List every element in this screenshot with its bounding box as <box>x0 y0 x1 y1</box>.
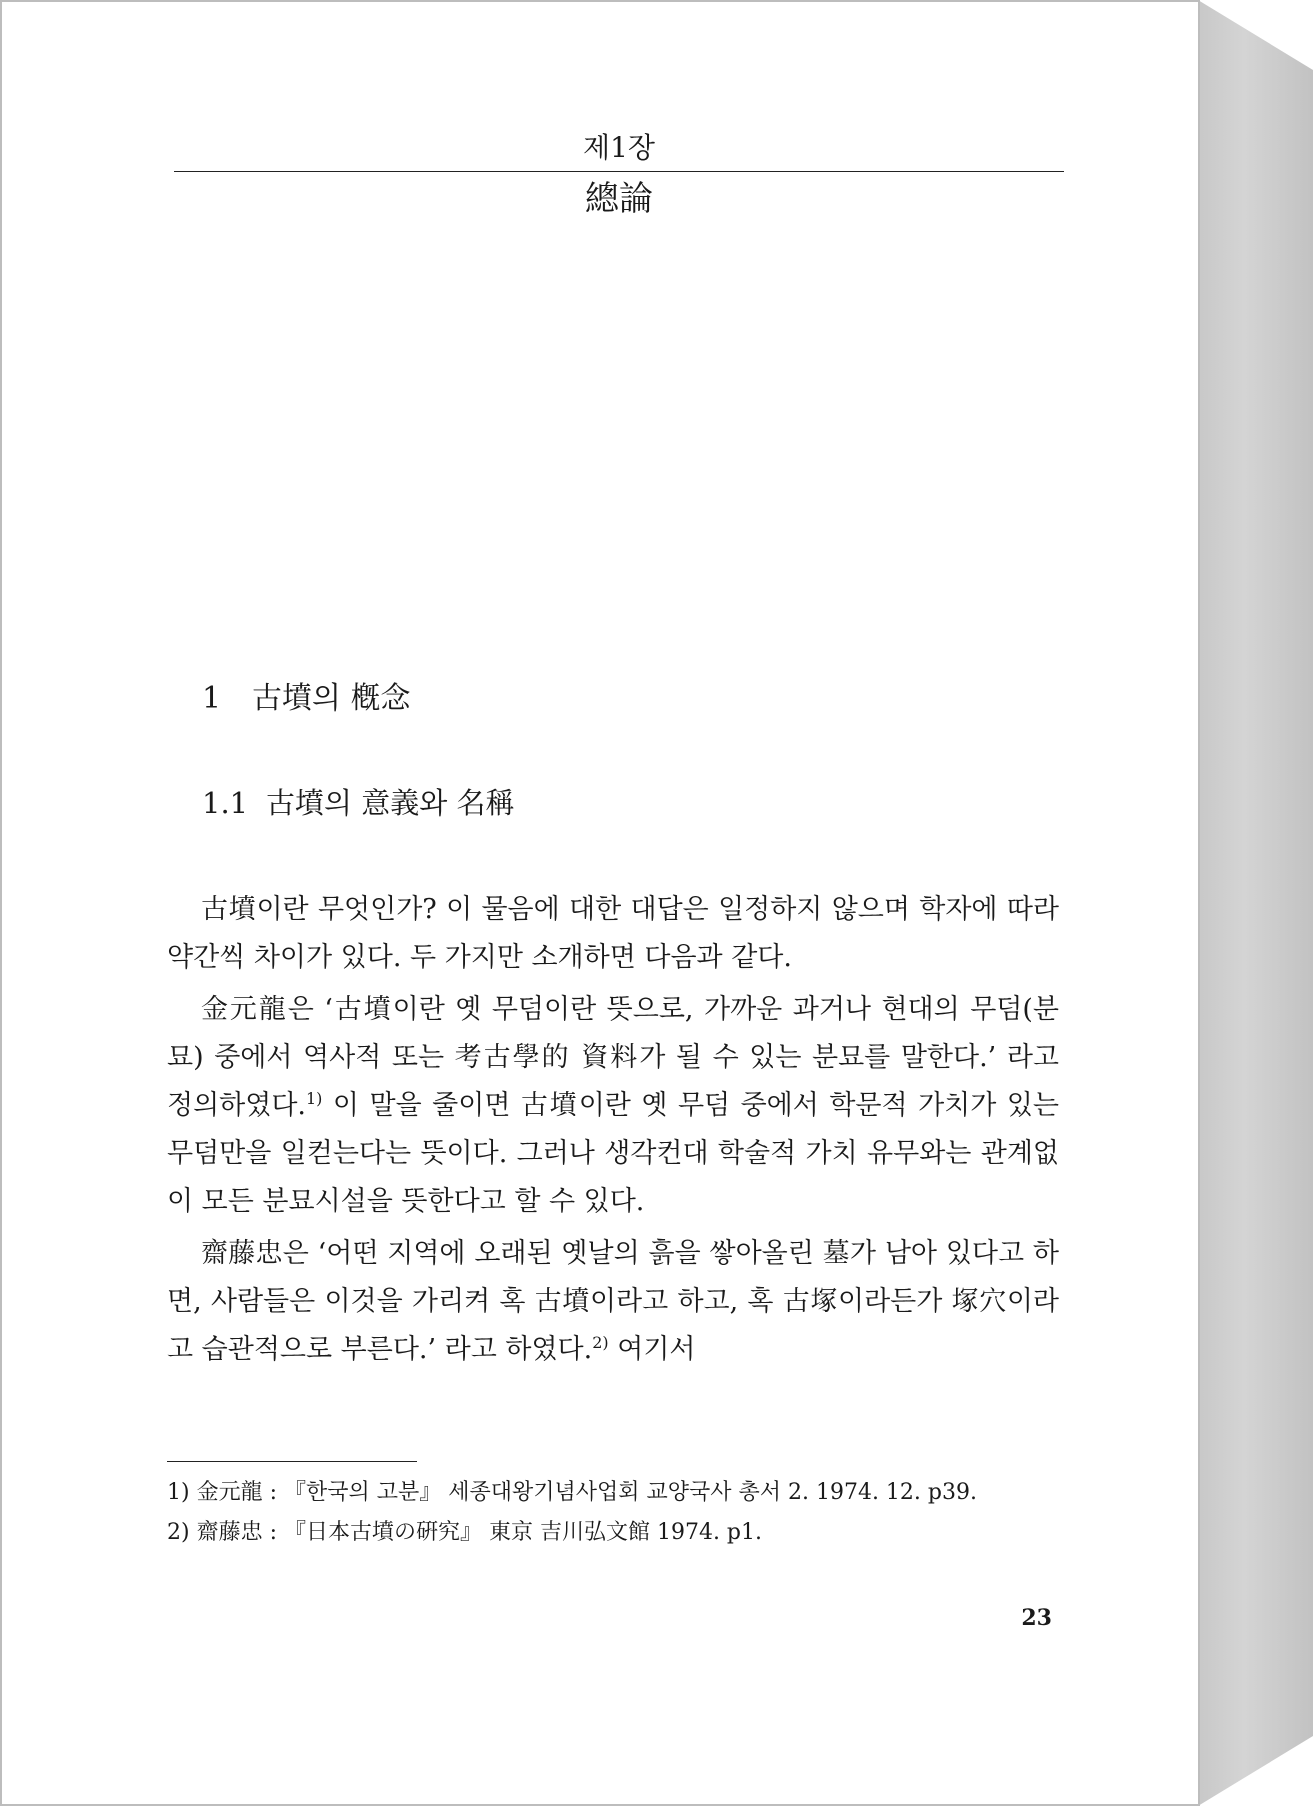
paragraph-text: 古墳이란 무엇인가? 이 물음에 대한 대답은 일정하지 않으며 학자에 따라 약간씩 차이가 있다. 두 가지만 소개하면 다음과 같다. <box>167 894 1059 973</box>
footnote: 1) 金元龍 : 『한국의 고분』 세종대왕기념사업회 교양국사 총서 2. 1974. 12. p39. <box>167 1480 977 1505</box>
page-edge-bottom-bevel <box>1198 1736 1313 1806</box>
chapter-rule <box>174 171 1064 172</box>
paragraph-text: 金元龍은 ‘古墳이란 옛 무덤이란 뜻으로, 가까운 과거나 현대의 무덤(분묘) 중에서 역사적 또는 考古學的 資料가 될 수 있는 분묘를 말한다.’ 라고 정의하였다. <box>167 994 1059 1121</box>
paragraph <box>167 1230 1059 1374</box>
section-title: 古墳의 槪念 <box>252 681 411 716</box>
subsection-heading <box>202 781 514 825</box>
section-number: 1 <box>202 681 222 716</box>
page-edge-top-bevel <box>1198 0 1313 70</box>
footnote: 2) 齋藤忠 : 『日本古墳の硏究』 東京 吉川弘文館 1974. p1. <box>167 1520 763 1545</box>
footnote-reference[interactable]: 2) <box>592 1333 609 1352</box>
page-number: 23 <box>1021 1605 1052 1631</box>
paragraph <box>167 986 1059 1226</box>
page-stack-edge <box>1198 0 1313 1806</box>
paragraph <box>167 886 1059 982</box>
footnote-rule <box>167 1461 417 1462</box>
section-heading <box>202 677 411 721</box>
chapter-label: 제1장 <box>583 131 655 164</box>
paragraph-text: 齋藤忠은 ‘어떤 지역에 오래된 옛날의 흙을 쌓아올린 墓가 남아 있다고 하면, 사람들은 이것을 가리켜 혹 古墳이라고 하고, 혹 古塚이라든가 塚穴이라고 습관적으로 부른다.’ 라고 하였다. <box>167 1238 1059 1365</box>
paragraph-text-continued: 이 말을 줄이면 古墳이란 옛 무덤 중에서 학문적 가치가 있는 무덤만을 일컫는다는 뜻이다. 그러나 생각컨대 학술적 가치 유무와는 관계없이 모든 분묘시설을 뜻한다고 할 수 있다. <box>167 1090 1059 1217</box>
footnote-reference[interactable]: 1) <box>306 1089 323 1108</box>
body-text <box>167 886 1059 1378</box>
chapter-title: 總論 <box>585 179 653 219</box>
subsection-number: 1.1 <box>202 786 249 820</box>
footnotes <box>167 1473 1059 1553</box>
paragraph-text-continued: 여기서 <box>608 1334 696 1365</box>
subsection-title: 古墳의 意義와 名稱 <box>266 786 515 820</box>
